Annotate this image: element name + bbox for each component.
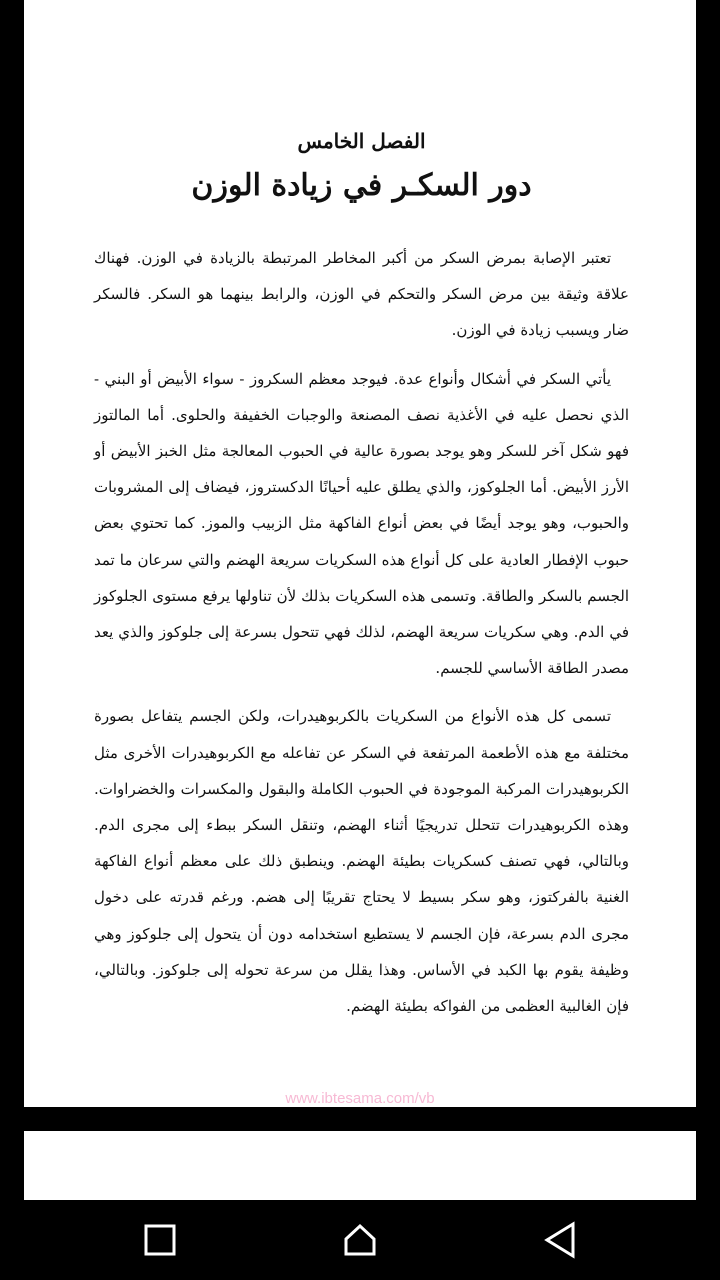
home-icon (342, 1222, 378, 1258)
paragraph: يأتي السكر في أشكال وأنواع عدة. فيوجد معظم السكروز - سواء الأبيض أو البني - الذي نحصل عليه في الأغذية نصف المصنعة والوجبات الخفيفة والحلوى. أما المالتوز فهو شكل آخر للسكر وهو يوجد بصورة عالية في الحبوب المعالجة مثل الخبز الأبيض أو الأرز الأبيض. أما الجلوكوز، والذي يطلق عليه أحيانًا الدكستروز، فيضاف إلى المشروبات والحبوب، وهو يوجد أيضًا في بعض أنواع الفاكهة مثل الزبيب والموز. كما تحتوي بعض حبوب الإفطار العادية على كل أنواع هذه السكريات سريعة الهضم والتي سرعان ما تمد الجسم بالسكر والطاقة. وتسمى هذه السكريات بذلك لأن تناولها يرفع مستوى الجلوكوز في الدم. وهي سكريات سريعة الهضم، لذلك فهي تتحول بسرعة إلى جلوكوز والذي يعد مصدر الطاقة الأساسي للجسم. (94, 369, 629, 678)
paragraph: تعتبر الإصابة بمرض السكر من أكبر المخاطر المرتبطة بالزيادة في الوزن. فهناك علاقة وثيقة بين مرض السكر والتحكم في الوزن، والرابط بينهما هو السكر. فالسكر ضار ويسبب زيادة في الوزن. (94, 249, 629, 340)
navigation-bar (0, 1200, 720, 1280)
book-page (24, 0, 696, 1107)
next-book-page (24, 1131, 696, 1200)
chapter-label: الفصل الخامس (297, 129, 426, 153)
back-icon (543, 1221, 577, 1259)
watermark: www.ibtesama.com/vb (285, 1090, 435, 1107)
page-content (94, 124, 629, 1036)
chapter-title: دور السكـر في زيادة الوزن (191, 168, 532, 203)
paragraph: تسمى كل هذه الأنواع من السكريات بالكربوهيدرات، ولكن الجسم يتفاعل بصورة مختلفة مع هذه الأطعمة المرتفعة في السكر عن تفاعله مع الكربوهيدرات الأخرى مثل الكربوهيدرات المركبة الموجودة في الحبوب الكاملة والبقول والمكسرات والخضراوات. وهذه الكربوهيدرات تتحلل تدريجيًا أثناء الهضم، وتنقل السكر ببطء إلى مجرى الدم. وبالتالي، فهي تصنف كسكريات بطيئة الهضم. وينطبق ذلك على معظم أنواع الفاكهة الغنية بالفركتوز، وهو سكر بسيط لا يحتاج تقريبًا إلى هضم. ورغم قدرته على دخول مجرى الدم بسرعة، فإن الجسم لا يستطيع استخدامه دون أن يتحول إلى جلوكوز وهي وظيفة يقوم بها الكبد في الأساس. وهذا يقلل من سرعة تحوله إلى جلوكوز. وبالتالي، فإن الغالبية العظمى من الفواكه بطيئة الهضم. (94, 707, 629, 1016)
recents-button[interactable] (128, 1210, 192, 1270)
home-button[interactable] (328, 1210, 392, 1270)
back-button[interactable] (528, 1210, 592, 1270)
recents-icon (143, 1223, 177, 1257)
